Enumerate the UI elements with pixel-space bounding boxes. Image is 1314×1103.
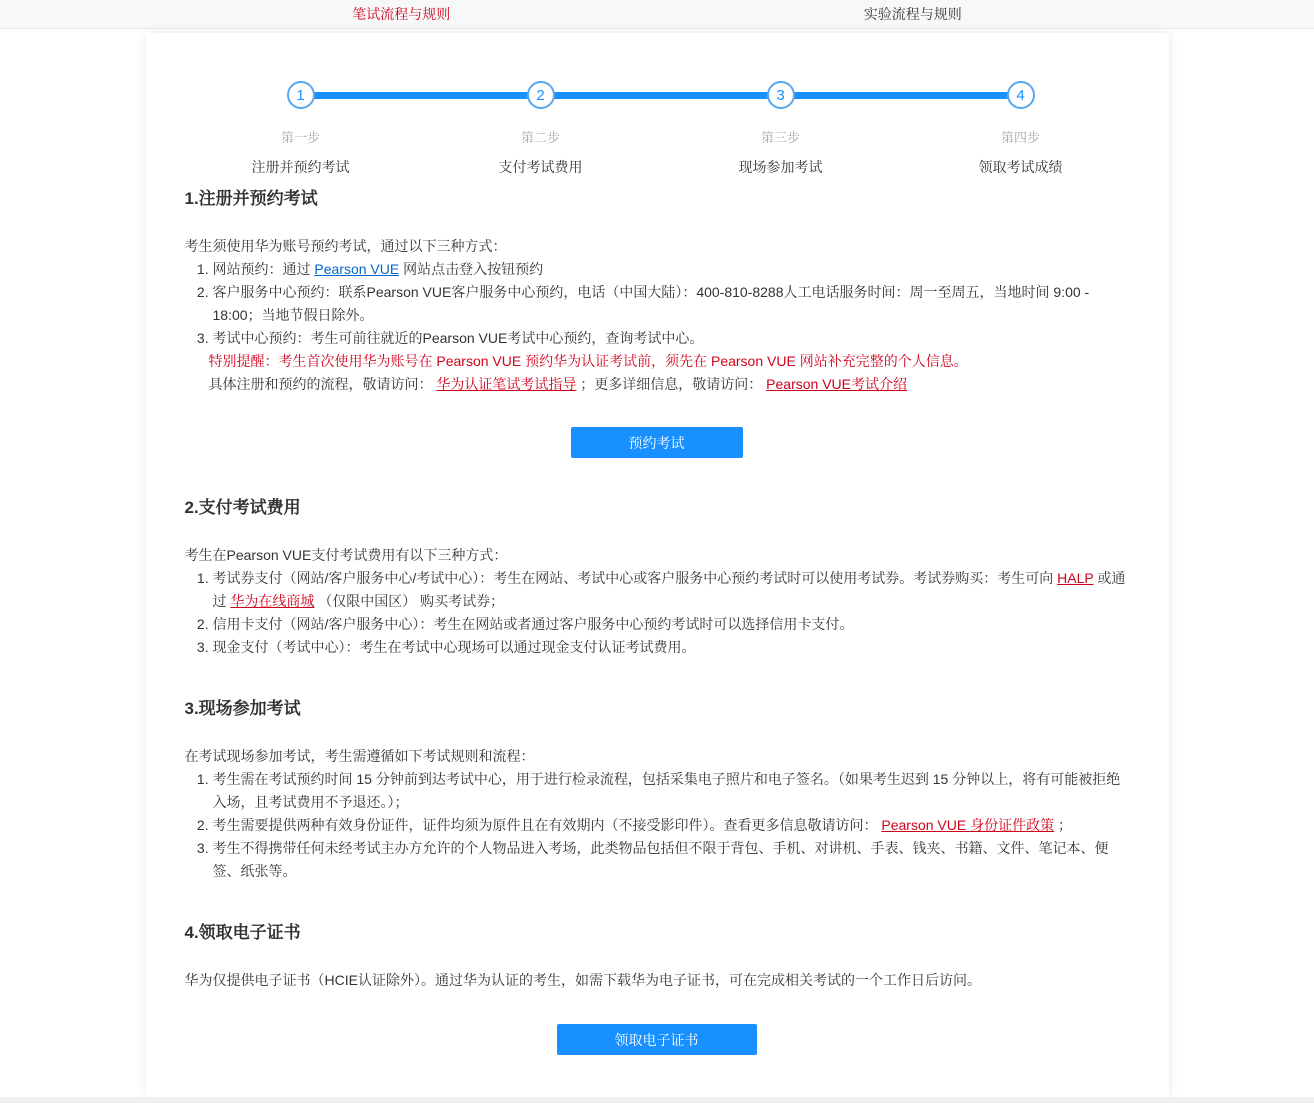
special-notice-line-2 <box>209 373 1129 396</box>
list-item: 2. 客户服务中心预约：联系Pearson VUE客户服务中心预约，电话（中国大陆）：400-810-8288人工电话服务时间：周一至周五，当地时间 9:00 - 18:00；当地节假日除外。 <box>213 281 1129 327</box>
special-notice-line-1: 特别提醒：考生首次使用华为账号在 Pearson VUE 预约华为认证考试前，须先在 Pearson VUE 网站补充完整的个人信息。 <box>208 353 968 369</box>
book-exam-button[interactable]: 预约考试 <box>571 427 743 458</box>
list-item: 3. 考生不得携带任何未经考试主办方允许的个人物品进入考场，此类物品包括但不限于背包、手机、对讲机、手表、钱夹、书籍、文件、笔记本、便签、纸张等。 <box>213 837 1129 883</box>
pearson-vue-intro-link[interactable]: Pearson VUE考试介绍 <box>766 376 907 392</box>
written-exam-guide-link[interactable]: 华为认证笔试考试指导 <box>436 376 577 392</box>
get-certificate-button-row <box>185 1024 1129 1055</box>
tab-lab-exam-rules[interactable]: 实验流程与规则 <box>863 6 962 22</box>
list-item <box>213 258 1129 281</box>
top-tab-bar <box>0 0 1314 29</box>
stepper-step-2 <box>421 81 661 177</box>
section-2-heading: 2.支付考试费用 <box>184 498 301 517</box>
list-item: 1. 考生需在考试预约时间 15 分钟前到达考试中心，用于进行检录流程，包括采集电子照片和电子签名。（如果考生迟到 15 分钟以上，将有可能被拒绝入场，且考试费用不予退还。）； <box>213 768 1129 814</box>
section-1-intro: 考生须使用华为账号预约考试，通过以下三种方式： <box>184 238 507 254</box>
step-2-circle: 2 <box>527 81 555 109</box>
section-1-list <box>185 258 1129 350</box>
tab-written-exam-rules[interactable]: 笔试流程与规则 <box>352 6 451 22</box>
section-3-heading: 3.现场参加考试 <box>184 699 301 718</box>
step-3-circle: 3 <box>767 81 795 109</box>
step-3-title: 现场参加考试 <box>738 159 823 175</box>
rules-content <box>146 187 1169 1055</box>
get-certificate-button[interactable]: 领取电子证书 <box>557 1024 757 1055</box>
notice-text: 具体注册和预约的流程，敬请访问： <box>208 376 437 392</box>
notice-text: ；更多详细信息，敬请访问： <box>576 376 767 392</box>
stepper-step-4 <box>901 81 1141 177</box>
item-text: （仅限中国区） 购买考试券； <box>314 593 505 609</box>
page-footer-strip <box>0 1097 1314 1103</box>
exam-steps-stepper <box>146 33 1169 173</box>
item-text: 考试券支付（网站/客户服务中心/考试中心）：考生在网站、考试中心或客户服务中心预约考试时可以使用考试券。考试券购买：考生可向 <box>212 570 1058 586</box>
step-1-title: 注册并预约考试 <box>251 159 350 175</box>
item-text: 考生需要提供两种有效身份证件，证件均须为原件且在有效期内（不接受影印件）。查看更多信息敬请访问： <box>212 817 882 833</box>
item-text: 网站点击登入按钮预约 <box>399 261 544 277</box>
section-4-text: 华为仅提供电子证书（HCIE认证除外）。通过华为认证的考生，如需下载华为电子证书，可在完成相关考试的一个工作日后访问。 <box>184 972 981 988</box>
tab-container <box>146 0 1169 28</box>
step-3-label: 第三步 <box>760 130 800 145</box>
list-item <box>213 567 1129 613</box>
step-1-circle: 1 <box>287 81 315 109</box>
section-1-heading: 1.注册并预约考试 <box>184 189 318 208</box>
id-policy-link[interactable]: Pearson VUE 身份证件政策 <box>881 817 1055 833</box>
step-2-title: 支付考试费用 <box>498 159 583 175</box>
step-2-label: 第二步 <box>520 130 560 145</box>
step-4-title: 领取考试成绩 <box>978 159 1063 175</box>
section-2-list <box>185 567 1129 659</box>
section-2-intro: 考生在Pearson VUE支付考试费用有以下三种方式： <box>184 547 508 563</box>
item-text: ； <box>1054 817 1072 833</box>
huawei-online-store-link[interactable]: 华为在线商城 <box>230 593 315 609</box>
section-3-list <box>185 768 1129 883</box>
halp-link[interactable]: HALP <box>1057 570 1094 586</box>
content-card <box>146 33 1169 1097</box>
list-item <box>213 814 1129 837</box>
step-4-label: 第四步 <box>1000 130 1040 145</box>
stepper-row <box>181 81 1169 177</box>
item-text: 或通过 <box>212 570 1126 609</box>
stepper-step-3 <box>661 81 901 177</box>
step-1-label: 第一步 <box>280 130 320 145</box>
list-item: 3. 现金支付（考试中心）：考生在考试中心现场可以通过现金支付认证考试费用。 <box>213 636 1129 659</box>
stepper-step-1 <box>181 81 421 177</box>
list-item: 2. 信用卡支付（网站/客户服务中心）：考生在网站或者通过客户服务中心预约考试时可以选择信用卡支付。 <box>213 613 1129 636</box>
section-4-heading: 4.领取电子证书 <box>184 923 301 942</box>
book-exam-button-row <box>185 427 1129 458</box>
step-4-circle: 4 <box>1007 81 1035 109</box>
item-text: 网站预约：通过 <box>212 261 315 277</box>
pearson-vue-link[interactable]: Pearson VUE <box>314 261 400 277</box>
special-notice <box>209 350 1129 396</box>
list-item: 3. 考试中心预约：考生可前往就近的Pearson VUE考试中心预约，查询考试中心。 <box>213 327 1129 350</box>
section-3-intro: 在考试现场参加考试，考生需遵循如下考试规则和流程： <box>184 748 535 764</box>
